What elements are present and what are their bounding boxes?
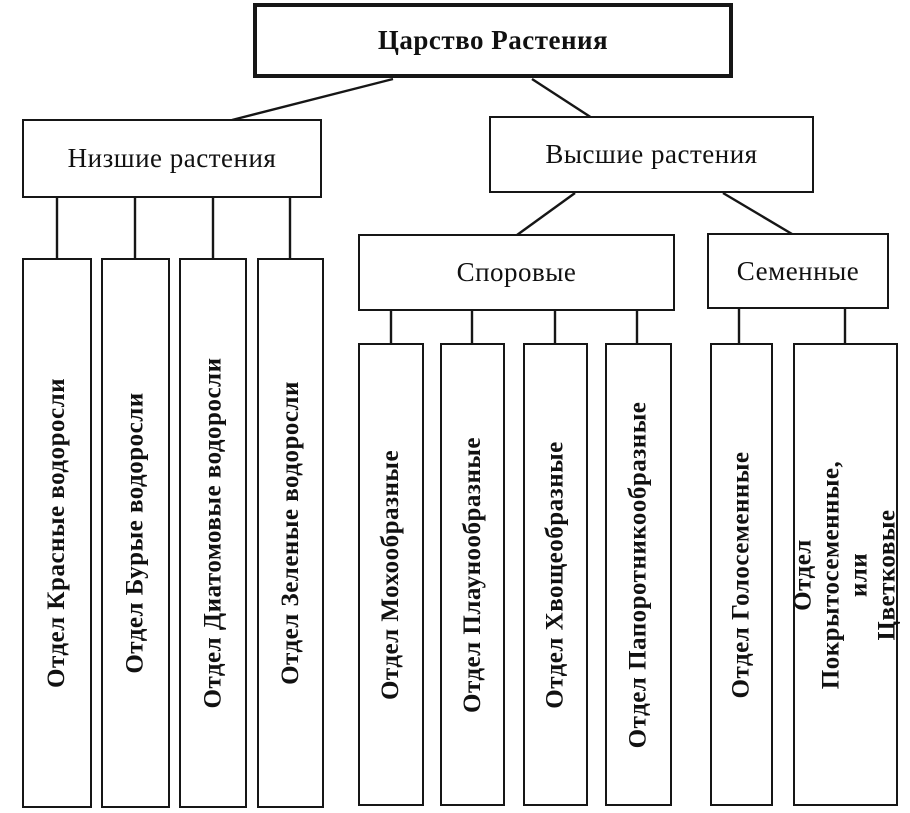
seed-plants-label: Семенные xyxy=(736,255,860,286)
division-mosses-label: Отдел Мохообразные xyxy=(377,449,405,700)
division-green-algae-label: Отдел Зеленые водоросли xyxy=(276,381,304,685)
division-ferns-label: Отдел Папоротникообразные xyxy=(624,401,652,748)
division-diatom-algae-label: Отдел Диатомовые водоросли xyxy=(199,357,227,709)
division-gymnosperms-box xyxy=(710,343,773,806)
division-horsetails-label: Отдел Хвощеобразные xyxy=(541,440,569,709)
division-brown-algae-label: Отдел Бурые водоросли xyxy=(121,392,149,674)
division-angiosperms-line2: Цветковые xyxy=(873,509,901,640)
division-horsetails-box xyxy=(523,343,588,806)
division-mosses-box xyxy=(358,343,424,806)
spore-plants-box xyxy=(358,234,675,311)
division-red-algae-label: Отдел Красные водоросли xyxy=(43,378,70,688)
division-clubmosses-box xyxy=(440,343,505,806)
division-ferns-box xyxy=(605,343,672,806)
lower-plants-box xyxy=(22,119,322,198)
division-red-algae-box xyxy=(22,258,92,808)
higher-plants-label: Высшие растения xyxy=(545,139,758,169)
lower-plants-label: Низшие растения xyxy=(67,143,277,173)
kingdom-plants-box xyxy=(253,3,733,78)
kingdom-plants-label: Царство Растения xyxy=(377,25,609,55)
division-green-algae-box xyxy=(257,258,324,808)
division-angiosperms-line1: Отдел Покрытосеменные, или xyxy=(789,460,873,689)
division-angiosperms-label xyxy=(790,460,902,689)
division-clubmosses-label: Отдел Плаунообразные xyxy=(458,436,486,713)
spore-plants-label: Споровые xyxy=(456,257,577,287)
division-angiosperms-box xyxy=(789,343,901,806)
division-gymnosperms-label: Отдел Голосеменные xyxy=(727,451,755,698)
division-brown-algae-box xyxy=(101,258,170,808)
seed-plants-box xyxy=(707,233,889,309)
higher-plants-box xyxy=(489,116,814,193)
division-diatom-algae-box xyxy=(179,258,247,808)
